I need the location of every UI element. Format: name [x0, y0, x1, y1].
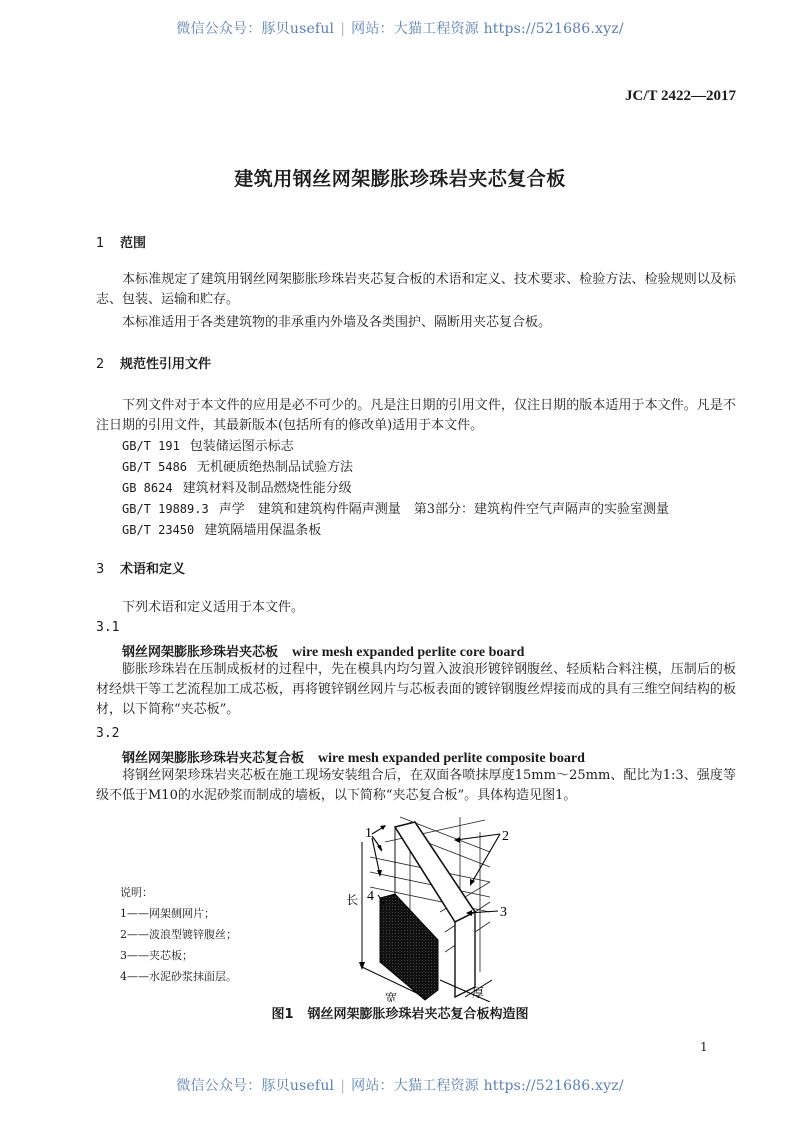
section-number: 1 — [96, 236, 105, 251]
reference-title: 建筑材料及制品燃烧性能分级 — [182, 481, 352, 496]
bottom-watermark — [0, 1075, 800, 1095]
label-3: 3 — [500, 905, 507, 920]
figure-caption — [0, 1003, 800, 1022]
reference-title: 建筑隔墙用保温条板 — [204, 523, 322, 538]
term-en: wire mesh expanded perlite composite board — [318, 751, 585, 766]
section-2-intro: 下列文件对于本文件的应用是必不可少的。凡是注日期的引用文件，仅注日期的版本适用于本文件。凡是不注日期的引用文件，其最新版本(包括所有的修改单)适用于本文件。 — [96, 398, 736, 433]
section-1-heading — [96, 232, 146, 251]
legend-item: 3——夹芯板； — [120, 949, 193, 962]
term-en: wire mesh expanded perlite core board — [292, 645, 525, 660]
document-title: 建筑用钢丝网架膨胀珍珠岩夹芯复合板 — [234, 168, 566, 190]
section-number: 2 — [96, 357, 105, 372]
board-structure-drawing — [340, 812, 540, 1002]
label-length: 长 — [346, 893, 359, 907]
reference-code: GB/T 5486 — [122, 460, 188, 474]
term-definition: 膨胀珍珠岩在压制成板材的过程中，先在模具内均匀置入波浪形镀锌钢腹丝、轻质粘合料注模，压制后的板材经烘干等工艺流程加工成芯板，再将镀锌钢丝网片与芯板表面的镀锌钢腹丝焊接而成的具有三维空间结构的板材，以下简称“夹芯板”。 — [96, 662, 736, 717]
reference-item — [122, 457, 353, 478]
term-number: 3.1 — [96, 620, 120, 635]
reference-title: 无机硬质绝热制品试验方法 — [197, 460, 354, 475]
figure-number: 图1 — [271, 1007, 294, 1022]
reference-item — [122, 499, 669, 520]
term-definition: 将钢丝网架珍珠岩夹芯板在施工现场安装组合后，在双面各喷抹厚度15mm～25mm、配比为1:3、强度等级不低于M10的水泥砂浆而制成的墙板，以下简称“夹芯复合板”。具体构造见图1。 — [96, 768, 736, 803]
label-thickness: 厚 — [472, 986, 485, 1000]
legend-item: 1——网架侧网片； — [120, 907, 215, 920]
section-1-paragraph-2: 本标准适用于各类建筑物的非承重内外墙及各类围护、隔断用夹芯复合板。 — [122, 315, 552, 330]
reference-title: 声学 建筑和建筑构件隔声测量 第3部分：建筑构件空气声隔声的实验室测量 — [218, 502, 669, 517]
section-title: 规范性引用文件 — [120, 357, 212, 372]
watermark-separator: | — [340, 21, 346, 37]
term-heading — [122, 747, 585, 767]
figure-legend — [120, 882, 237, 987]
reference-code: GB/T 19889.3 — [122, 502, 209, 516]
watermark-site: 网站：大猫工程资源 https://521686.xyz/ — [351, 21, 624, 37]
legend-item: 2——波浪型镀锌腹丝； — [120, 928, 237, 941]
composite-board-diagram — [340, 812, 540, 1002]
term-zh: 钢丝网架膨胀珍珠岩夹芯板 — [122, 645, 279, 660]
legend-item: 4——水泥砂浆抹面层。 — [120, 970, 237, 983]
section-3-heading — [96, 558, 185, 577]
reference-item — [122, 478, 352, 499]
reference-code: GB 8624 — [122, 481, 173, 495]
section-3-intro: 下列术语和定义适用于本文件。 — [122, 600, 305, 615]
standard-code: JC/T 2422—2017 — [625, 88, 736, 104]
label-1: 1 — [365, 826, 372, 841]
section-number: 3 — [96, 562, 105, 577]
watermark-site: 网站：大猫工程资源 https://521686.xyz/ — [351, 1078, 624, 1094]
reference-code: GB/T 23450 — [122, 523, 195, 537]
top-watermark — [0, 18, 800, 38]
section-2-heading — [96, 353, 211, 372]
section-1-paragraph-1: 本标准规定了建筑用钢丝网架膨胀珍珠岩夹芯复合板的术语和定义、技术要求、检验方法、检验规则以及标志、包装、运输和贮存。 — [96, 272, 736, 307]
reference-title: 包装储运图示标志 — [189, 439, 294, 454]
label-4: 4 — [367, 889, 374, 904]
watermark-wechat: 微信公众号：豚贝useful — [176, 1078, 335, 1094]
watermark-wechat: 微信公众号：豚贝useful — [176, 21, 335, 37]
section-title: 术语和定义 — [120, 562, 186, 577]
term-number: 3.2 — [96, 726, 120, 741]
page-number: 1 — [700, 1040, 708, 1054]
legend-title: 说明： — [120, 886, 153, 899]
term-zh: 钢丝网架膨胀珍珠岩夹芯复合板 — [122, 751, 305, 766]
figure-caption-text: 钢丝网架膨胀珍珠岩夹芯复合板构造图 — [307, 1007, 529, 1022]
reference-item — [122, 520, 321, 541]
section-title: 范围 — [120, 236, 147, 251]
reference-code: GB/T 191 — [122, 439, 180, 453]
label-width: 宽 — [385, 991, 398, 1002]
watermark-separator: | — [340, 1078, 346, 1094]
term-heading — [122, 641, 524, 661]
label-2: 2 — [502, 829, 509, 844]
reference-item — [122, 436, 294, 457]
